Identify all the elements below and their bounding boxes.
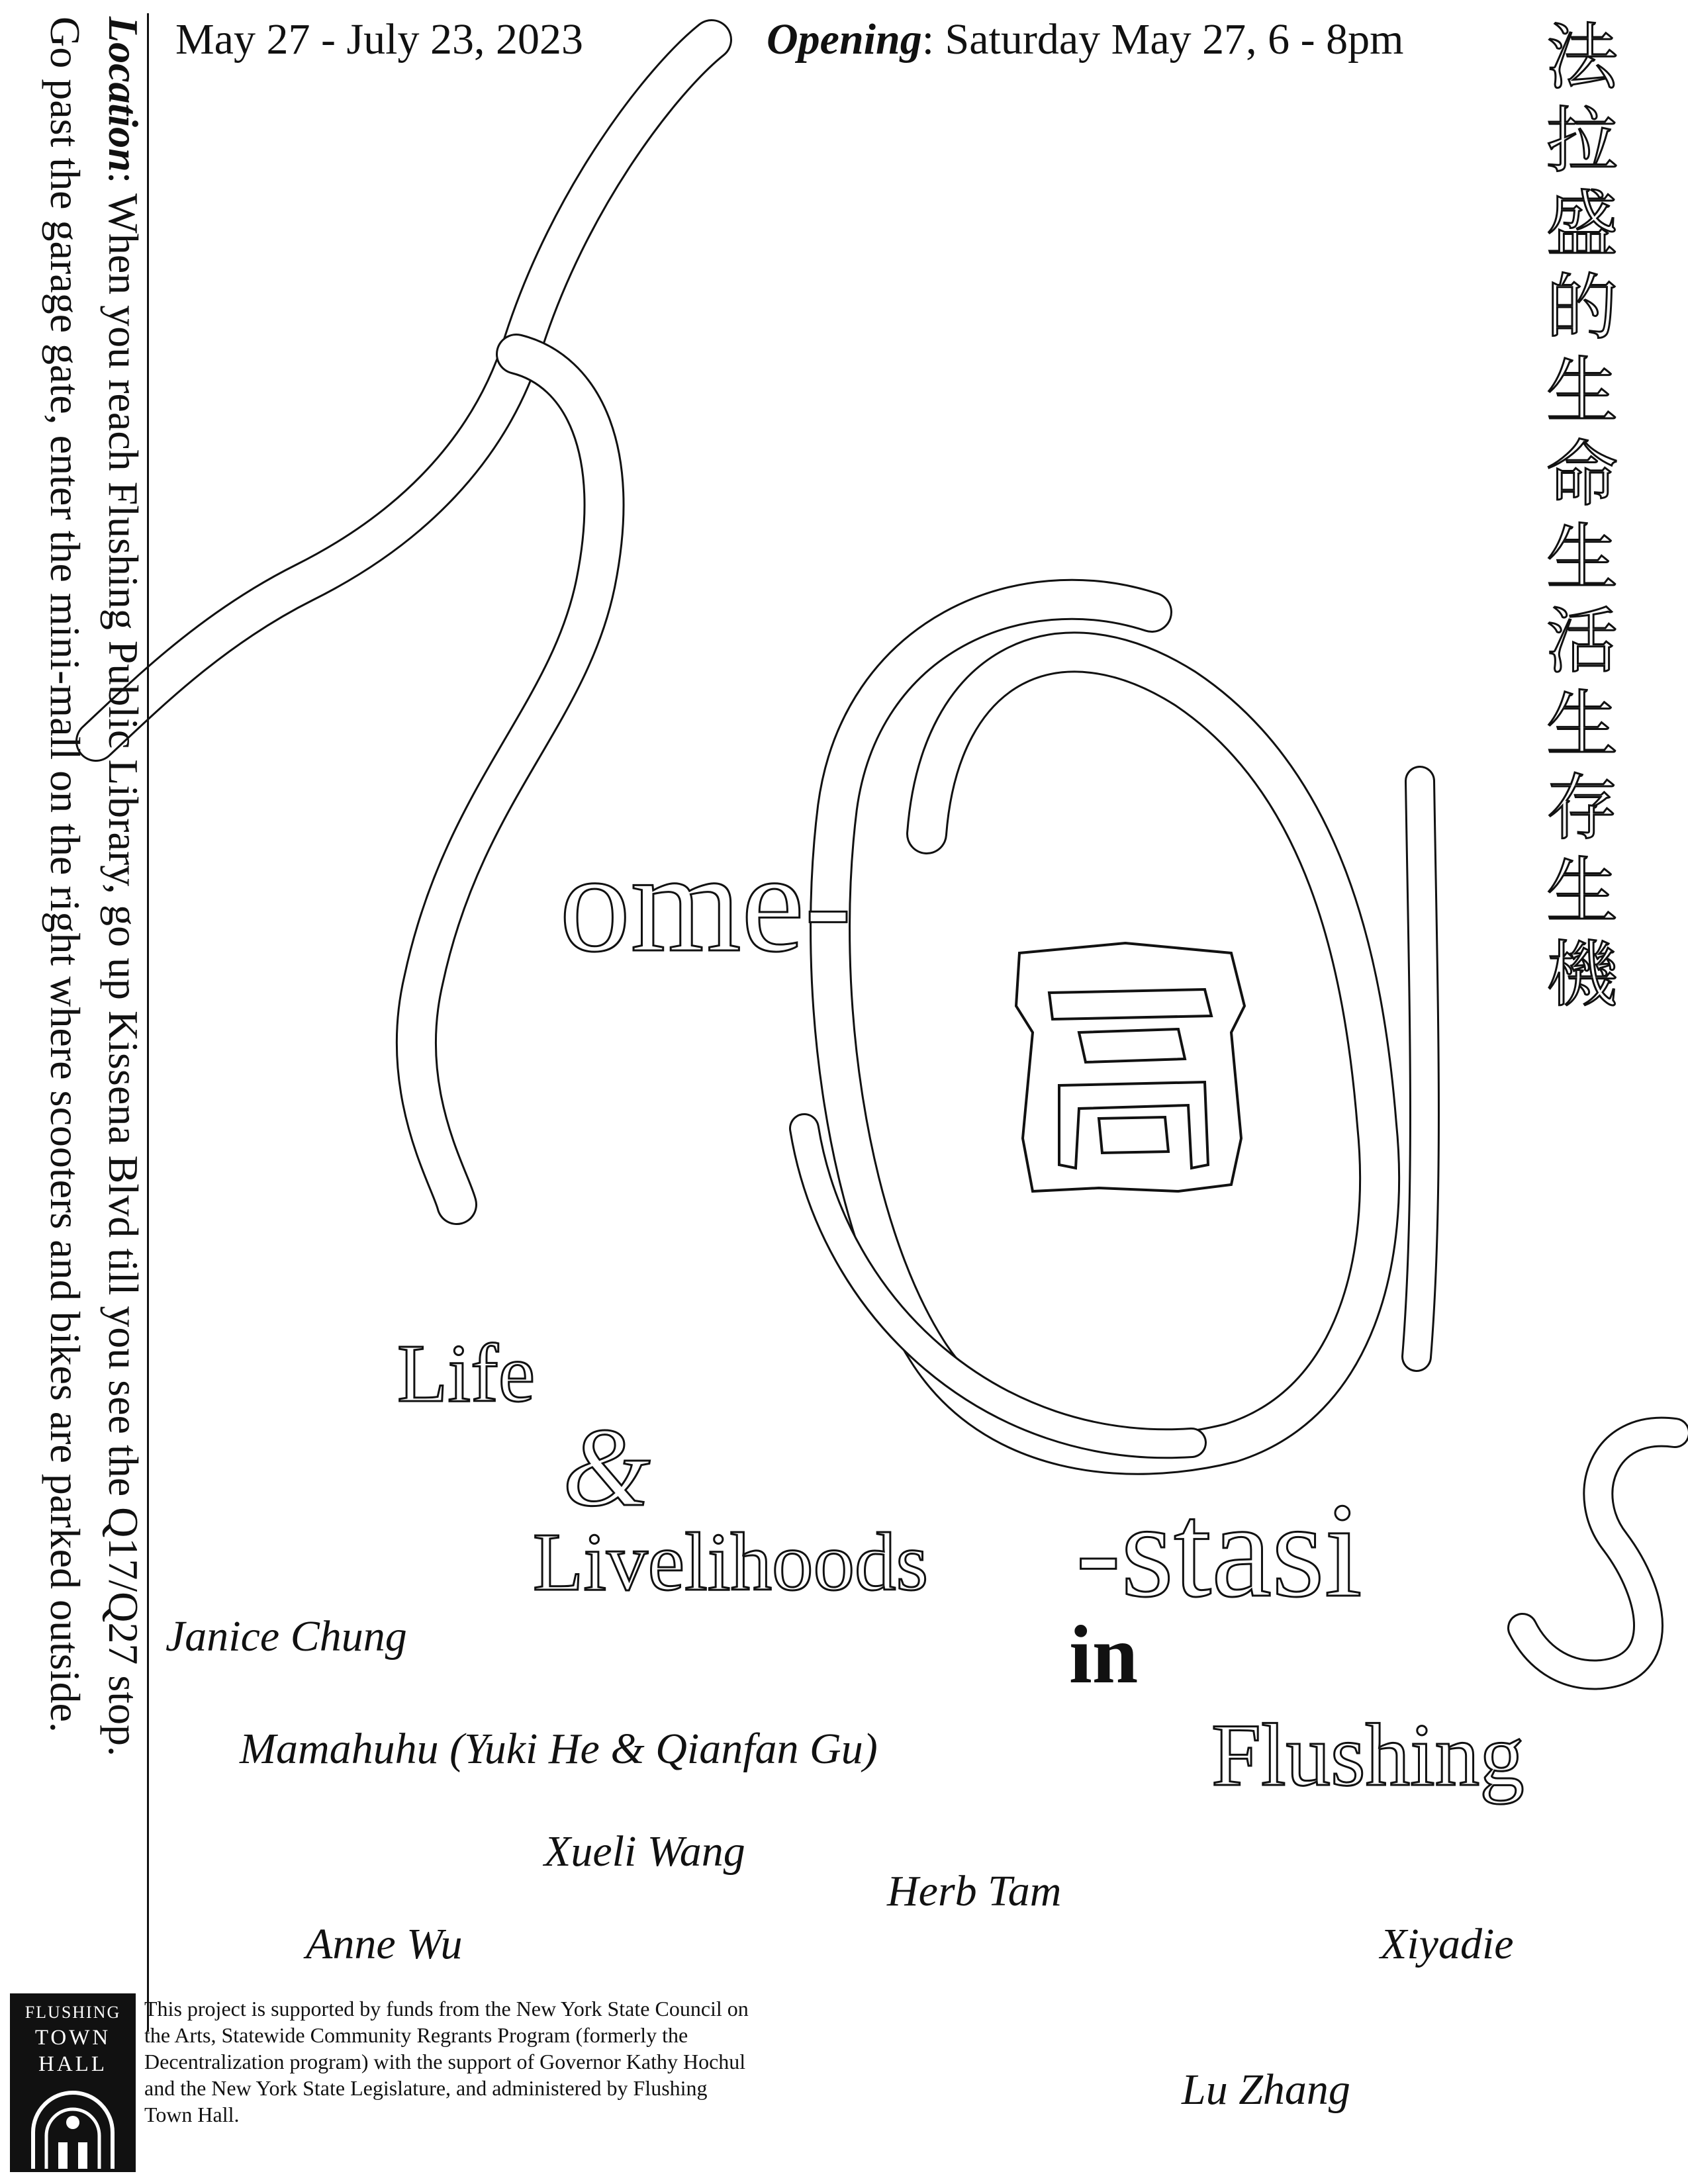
flushing-town-hall-logo [10, 1993, 136, 2172]
location-line-2: Go past the garage gate, enter the mini-mall on the right where scooters and bikes are parked outside. [42, 17, 89, 1733]
artist-name: Lu Zhang [1182, 2066, 1350, 2114]
chinese-char: 生 [1546, 850, 1618, 933]
chinese-char: 拉 [1546, 100, 1618, 183]
location-text-1: : When you reach Flushing Public Library, go up Kissena Blvd till you see the Q17/Q27 stop. [100, 171, 147, 1757]
title-life: Life [397, 1328, 536, 1420]
exhibition-dates: May 27 - July 23, 2023 [175, 15, 583, 64]
location-label: Location [100, 17, 147, 172]
title-ampersand: & [563, 1405, 651, 1529]
chinese-char: 生 [1546, 684, 1618, 766]
location-line-1 [94, 17, 152, 2028]
funding-statement: This project is supported by funds from the New York State Council on the Arts, Statewide Community Regrants Program (formerly the Decentralization program) with the support of Governor Kathy Hochul and the New York State Legislature, and administered by Flushing Town Hall. [144, 1997, 749, 2126]
artist-name: Xiyadie [1380, 1920, 1514, 1968]
artist-name: Xueli Wang [544, 1827, 745, 1876]
chinese-char: 盛 [1546, 183, 1618, 266]
artist-name: Mamahuhu (Yuki He & Qianfan Gu) [240, 1725, 878, 1773]
chinese-title [1539, 17, 1625, 1017]
title-livelihoods: Livelihoods [533, 1517, 929, 1608]
logo-text-2: TOWN [34, 2026, 111, 2050]
chinese-char: 生 [1546, 350, 1618, 433]
title-stasi: -stasi [1076, 1475, 1362, 1625]
seal-icon [1016, 943, 1244, 1191]
arch-icon [26, 2086, 119, 2169]
artist-name: Janice Chung [165, 1612, 407, 1661]
chinese-char: 法 [1546, 17, 1618, 99]
logo-text-3: HALL [38, 2052, 107, 2076]
location-directions [33, 17, 152, 2028]
divider-line [147, 13, 149, 2032]
logo-text-1: FLUSHING [24, 2003, 121, 2022]
chinese-char: 生 [1546, 517, 1618, 600]
opening-info [767, 15, 1403, 65]
title-ome: ome- [559, 823, 852, 981]
opening-label: Opening [767, 15, 922, 64]
opening-text: : Saturday May 27, 6 - 8pm [921, 15, 1404, 64]
chinese-char: 的 [1546, 267, 1618, 349]
chinese-char: 活 [1546, 600, 1618, 683]
chinese-char: 存 [1546, 767, 1618, 850]
chinese-char: 機 [1546, 934, 1618, 1017]
artist-name: Anne Wu [306, 1920, 463, 1968]
chinese-char: 命 [1546, 433, 1618, 516]
title-in: in [1069, 1610, 1139, 1701]
title-flushing: Flushing [1211, 1706, 1524, 1805]
artist-name: Herb Tam [887, 1867, 1062, 1915]
